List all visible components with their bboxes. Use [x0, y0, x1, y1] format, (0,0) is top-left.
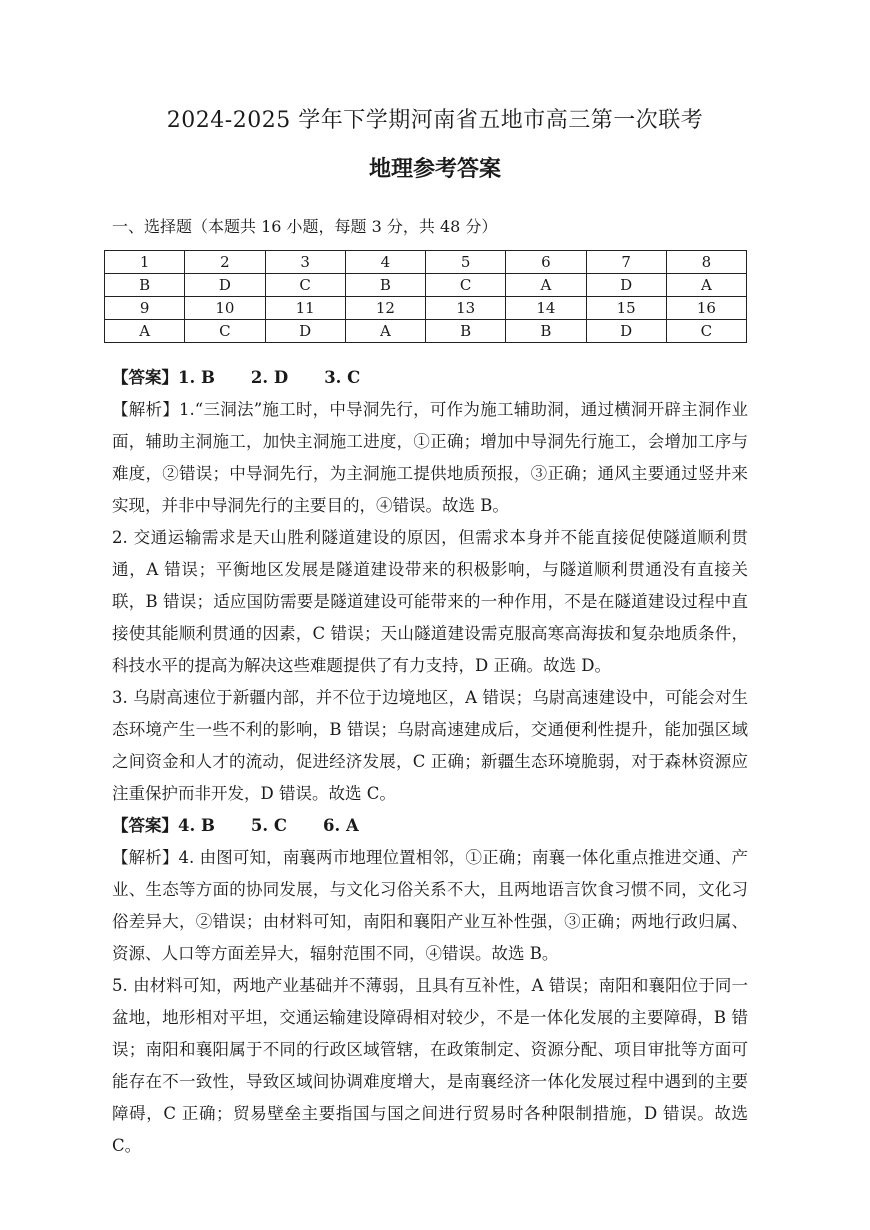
answer-item: 5. C [250, 816, 288, 835]
table-cell: D [586, 274, 666, 297]
answer-table [104, 250, 747, 343]
answer-label: 【答案】 [112, 368, 178, 387]
table-cell: B [105, 274, 185, 297]
exam-title: 2024-2025 学年下学期河南省五地市高三第一次联考 [166, 108, 704, 133]
answer-explanations [112, 362, 748, 1162]
analysis-paragraph [112, 842, 748, 970]
table-cell: 10 [185, 297, 265, 320]
table-row [105, 320, 747, 343]
answer-item: 4. B [178, 816, 215, 835]
answer-item: 6. A [323, 816, 359, 835]
table-cell: C [426, 274, 506, 297]
table-cell: D [185, 274, 265, 297]
table-cell: 14 [506, 297, 586, 320]
table-cell: 16 [666, 297, 746, 320]
table-cell: 13 [426, 297, 506, 320]
table-cell: 1 [105, 251, 185, 274]
table-cell: 3 [265, 251, 345, 274]
analysis-paragraph [112, 394, 748, 522]
table-cell: A [506, 274, 586, 297]
analysis-label: 【解析】 [112, 400, 180, 419]
answer-line [112, 362, 748, 394]
table-cell: 5 [426, 251, 506, 274]
table-cell: 11 [265, 297, 345, 320]
analysis-paragraph: 3. 乌尉高速位于新疆内部，并不位于边境地区，A 错误；乌尉高速建设中，可能会对生态环境产生一些不利的影响，B 错误；乌尉高速建成后，交通便利性提升，能加强区域之间资金和人才的流动，促进经济发展，C 正确；新疆生态环境脆弱，对于森林资源应注重保护而非开发，D 错误。故选 C。 [112, 688, 748, 803]
table-cell: C [265, 274, 345, 297]
table-cell: C [185, 320, 265, 343]
table-row [105, 274, 747, 297]
table-cell: 12 [345, 297, 425, 320]
table-cell: B [426, 320, 506, 343]
answer-item: 2. D [250, 368, 289, 387]
table-cell: D [586, 320, 666, 343]
answer-label: 【答案】 [112, 816, 178, 835]
table-cell: 6 [506, 251, 586, 274]
table-cell: D [265, 320, 345, 343]
analysis-text: 4. 由图可知，南襄两市地理位置相邻，①正确；南襄一体化重点推进交通、产业、生态等方面的协同发展，与文化习俗关系不大，且两地语言饮食习惯不同，文化习俗差异大，②错误；由材料可知，南阳和襄阳产业互补性强，③正确；两地行政归属、资源、人口等方面差异大，辐射范围不同，④错误。故选 B。 [112, 848, 749, 963]
table-cell: B [345, 274, 425, 297]
analysis-paragraph: 5. 由材料可知，两地产业基础并不薄弱，且具有互补性，A 错误；南阳和襄阳位于同一盆地，地形相对平坦，交通运输建设障碍相对较少，不是一体化发展的主要障碍，B 错误；南阳和襄阳属于不同的行政区域管辖，在政策制定、资源分配、项目审批等方面可能存在不一致性，导致区域间协调难度增大，是南襄经济一体化发展过程中遇到的主要障碍，C 正确；贸易壁垒主要指国与国之间进行贸易时各种限制措施，D 错误。故选 C。 [112, 976, 748, 1155]
analysis-text: 1.“三洞法”施工时，中导洞先行，可作为施工辅助洞，通过横洞开辟主洞作业面，辅助主洞施工，加快主洞施工进度，①正确；增加中导洞先行施工，会增加工序与难度，②错误；中导洞先行，为主洞施工提供地质预报，③正确；通风主要通过竖井来实现，并非中导洞先行的主要目的，④错误。故选 B。 [112, 400, 748, 515]
answer-item: 3. C [324, 368, 361, 387]
answer-item: 1. B [178, 368, 215, 387]
table-cell: 8 [666, 251, 746, 274]
table-cell: 7 [586, 251, 666, 274]
table-cell: C [666, 320, 746, 343]
table-cell: 15 [586, 297, 666, 320]
table-cell: 4 [345, 251, 425, 274]
table-row [105, 251, 747, 274]
table-cell: A [105, 320, 185, 343]
answer-line [112, 810, 748, 842]
table-cell: 2 [185, 251, 265, 274]
table-cell: A [345, 320, 425, 343]
analysis-paragraph: 2. 交通运输需求是天山胜利隧道建设的原因，但需求本身并不能直接促使隧道顺利贯通，A 错误；平衡地区发展是隧道建设带来的积极影响，与隧道顺利贯通没有直接关联，B 错误；适应国防需要是隧道建设可能带来的一种作用，不是在隧道建设过程中直接使其能顺利贯通的因素，C 错误；天山隧道建设需克服高寒高海拔和复杂地质条件，科技水平的提高为解决这些难题提供了有力支持，D 正确。故选 D。 [112, 528, 748, 675]
table-row [105, 297, 747, 320]
document-subtitle: 地理参考答案 [368, 156, 501, 182]
analysis-label: 【解析】 [112, 848, 179, 867]
table-cell: B [506, 320, 586, 343]
table-cell: 9 [105, 297, 185, 320]
table-cell: A [666, 274, 746, 297]
section-heading: 一、选择题（本题共 16 小题，每题 3 分，共 48 分） [112, 217, 498, 236]
